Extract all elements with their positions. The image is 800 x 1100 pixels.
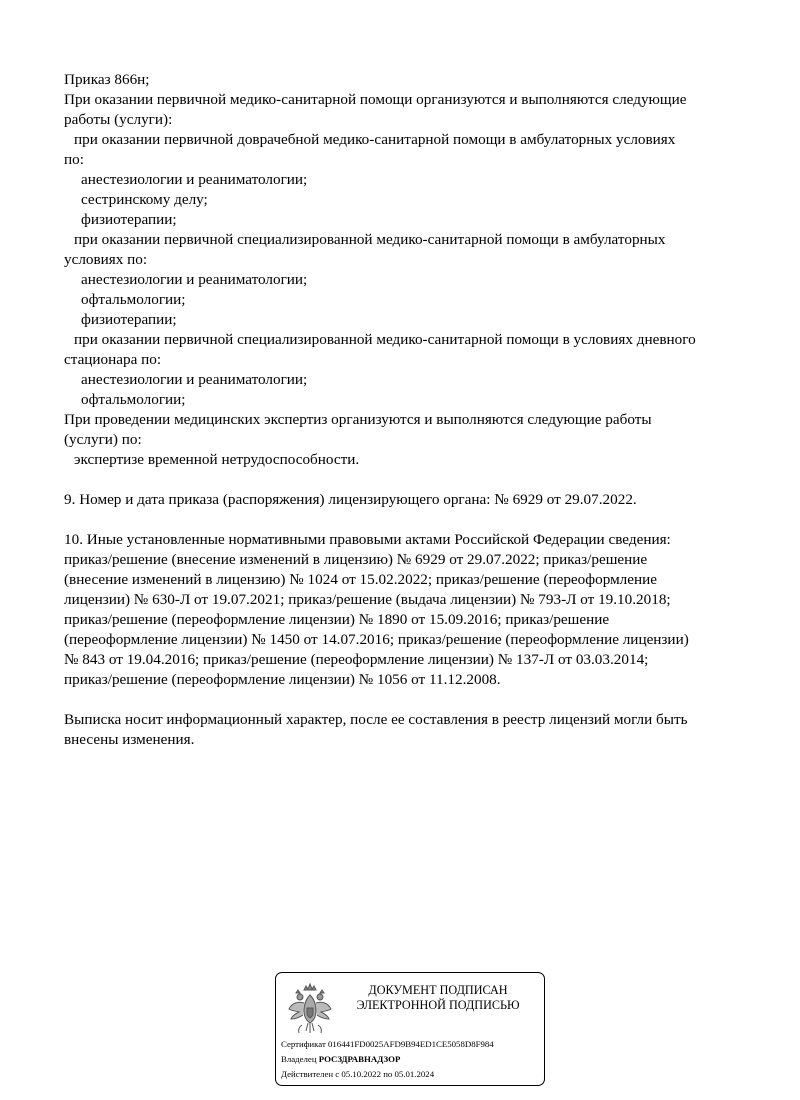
validity-to-label: по (383, 1069, 393, 1079)
paragraph-gap (64, 690, 754, 710)
validity-row (281, 1067, 494, 1082)
text-line: условиях по: (64, 251, 148, 268)
item-10-line: лицензии) № 630-Л от 19.07.2021; приказ/решение (выдача лицензии) № 793-Л от 19.10.2018; (64, 591, 671, 608)
text-line: офтальмологии; (81, 391, 186, 408)
text-line: анестезиологии и реаниматологии; (81, 371, 308, 388)
item-10-line: (переоформление лицензии) № 1450 от 14.07.2016; приказ/решение (переоформление лицензии) (64, 631, 689, 648)
item-9: 9. Номер и дата приказа (распоряжения) лицензирующего органа: № 6929 от 29.07.2022. (64, 491, 637, 508)
text-line: физиотерапии; (81, 311, 177, 328)
stamp-title-line: ЭЛЕКТРОННОЙ ПОДПИСЬЮ (356, 998, 520, 1012)
text-line: (услуги) по: (64, 431, 142, 448)
text-line: по: (64, 151, 84, 168)
certificate-row (281, 1037, 494, 1052)
valid-from: 05.10.2022 (341, 1069, 381, 1079)
item-10-line: приказ/решение (внесение изменений в лицензию) № 6929 от 29.07.2022; приказ/решение (64, 551, 648, 568)
text-line: стационара по: (64, 351, 162, 368)
item-10-line: 10. Иные установленные нормативными правовыми актами Российской Федерации сведения: (64, 531, 671, 548)
owner-value: РОСЗДРАВНАДЗОР (318, 1054, 401, 1064)
validity-label: Действителен с (281, 1069, 340, 1079)
text-line: анестезиологии и реаниматологии; (81, 271, 308, 288)
item-10-line: (внесение изменений в лицензию) № 1024 от 15.02.2022; приказ/решение (переоформление (64, 571, 657, 588)
owner-row (281, 1052, 494, 1067)
text-line: при оказании первичной специализированной медико-санитарной помощи в условиях дневного (74, 331, 696, 348)
certificate-value: 016441FD0025AFD9B94ED1CE5058D8F984 (328, 1039, 494, 1049)
text-line: При оказании первичной медико-санитарной помощи организуются и выполняются следующие (64, 91, 687, 108)
item-10-line: приказ/решение (переоформление лицензии) № 1890 от 15.09.2016; приказ/решение (64, 611, 610, 628)
document-body (64, 70, 754, 750)
electronic-signature-stamp (275, 972, 545, 1086)
note-line: внесены изменения. (64, 731, 195, 748)
item-10-line: № 843 от 19.04.2016; приказ/решение (переоформление лицензии) № 137-Л от 03.03.2014; (64, 651, 649, 668)
valid-to: 05.01.2024 (394, 1069, 435, 1079)
stamp-title (338, 983, 538, 1013)
text-line: работы (услуги): (64, 111, 173, 128)
text-line: офтальмологии; (81, 291, 186, 308)
text-line: экспертизе временной нетрудоспособности. (74, 451, 360, 468)
stamp-title-line: ДОКУМЕНТ ПОДПИСАН (368, 983, 508, 997)
text-line: при оказании первичной доврачебной медико-санитарной помощи в амбулаторных условиях (74, 131, 676, 148)
paragraph-gap (64, 510, 754, 530)
text-line: При проведении медицинских экспертиз организуются и выполняются следующие работы (64, 411, 652, 428)
text-line: сестринскому делу; (81, 191, 208, 208)
owner-label: Владелец (281, 1054, 317, 1064)
item-10-line: приказ/решение (переоформление лицензии) № 1056 от 11.12.2008. (64, 671, 501, 688)
text-line: при оказании первичной специализированной медико-санитарной помощи в амбулаторных (74, 231, 666, 248)
text-line: Приказ 866н; (64, 71, 150, 88)
paragraph-gap (64, 470, 754, 490)
text-line: физиотерапии; (81, 211, 177, 228)
note-line: Выписка носит информационный характер, после ее составления в реестр лицензий могли быть (64, 711, 688, 728)
stamp-meta (281, 1037, 494, 1082)
russian-coat-of-arms-emblem-icon (286, 981, 334, 1039)
certificate-label: Сертификат (281, 1039, 326, 1049)
text-line: анестезиологии и реаниматологии; (81, 171, 308, 188)
